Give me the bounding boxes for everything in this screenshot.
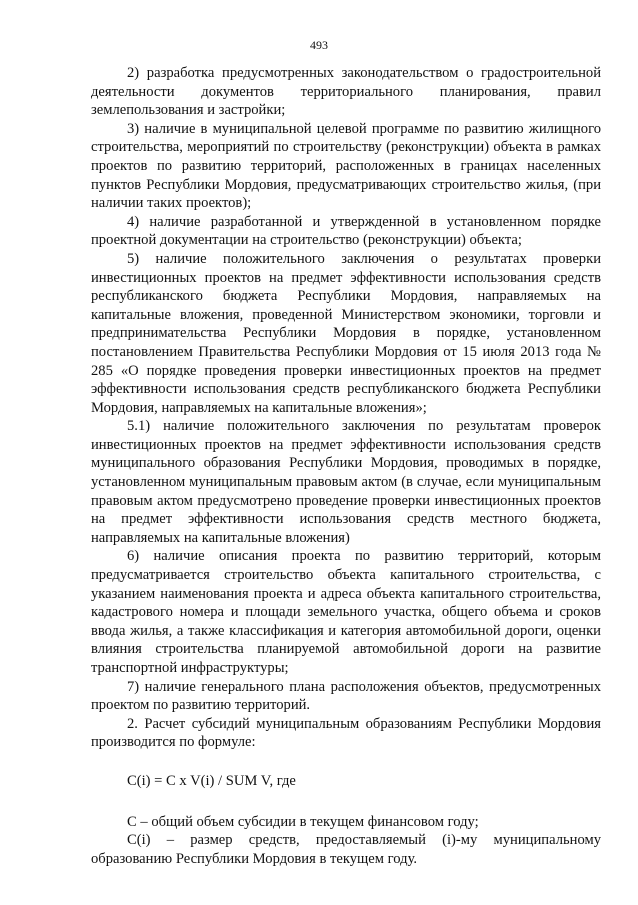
definition-c: C – общий объем субсидии в текущем финансовом году; <box>127 813 479 830</box>
paragraph-item-7: 7) наличие генерального плана расположения объектов, предусмотренных проектом по развитию территорий. <box>91 678 601 714</box>
paragraph-item-5-1: 5.1) наличие положительного заключения по результатам проверок инвестиционных проектов на предмет эффективности использования средств муниципального образования Республики Мордовия, проводимых в порядке, установленном муниципальным правовым актом (в случае, если муниципальным правовым актом предусмотрено проведение проверки инвестиционных проектов на предмет эффективности использования средств местного бюджета, направляемых на капитальные вложения) <box>91 418 601 546</box>
page-number: 493 <box>310 38 328 52</box>
paragraph-item-3: 3) наличие в муниципальной целевой программе по развитию жилищного строительства, мероприятий по строительству (реконструкции) объекта в рамках проектов по развитию территорий, расположенных в границах населенных пунктов Республики Мордовия, предусматривающих строительство жилья, (при наличии таких проектов); <box>91 120 601 212</box>
paragraph-section-2: 2. Расчет субсидий муниципальным образованиям Республики Мордовия производится по формуле: <box>91 715 601 751</box>
definition-c-i: C(i) – размер средств, предоставляемый (i)-му муниципальному образованию Республики Мордовия в текущем году. <box>91 832 601 867</box>
subsidy-formula: C(i) = C x V(i) / SUM V, где <box>127 772 296 789</box>
paragraph-item-5: 5) наличие положительного заключения о результатах проверки инвестиционных проектов на предмет эффективности использования средств республиканского бюджета Республики Мордовия, направляемых на капитальные вложения, проведенной Министерством экономики, торговли и предпринимательства Республики Мордовия в порядке, установленном постановлением Правительства Республики Мордовия от 15 июля 2013 года № 285 «О порядке проведения проверки инвестиционных проектов на предмет эффективности использования средств республиканского бюджета Республики Мордовия, направляемых на капитальные вложения»; <box>91 250 601 416</box>
paragraph-item-2: 2) разработка предусмотренных законодательством о градостроительной деятельности документов территориального планирования, правил землепользования и застройки; <box>91 65 601 119</box>
paragraph-item-4: 4) наличие разработанной и утвержденной в установленном порядке проектной документации на строительство (реконструкции) объекта; <box>91 213 601 249</box>
document-body <box>91 64 601 868</box>
paragraph-item-6: 6) наличие описания проекта по развитию территорий, которым предусматривается строительство объекта капитального строительства, с указанием наименования проекта и адреса объекта капитального строительства, кадастрового номера и площади земельного участка, общего объема и сроков ввода жилья, а также классификация и категория автомобильной дороги, оценки влияния строительства планируемой автомобильной дороги на развитие транспортной инфраструктуры; <box>91 548 601 676</box>
